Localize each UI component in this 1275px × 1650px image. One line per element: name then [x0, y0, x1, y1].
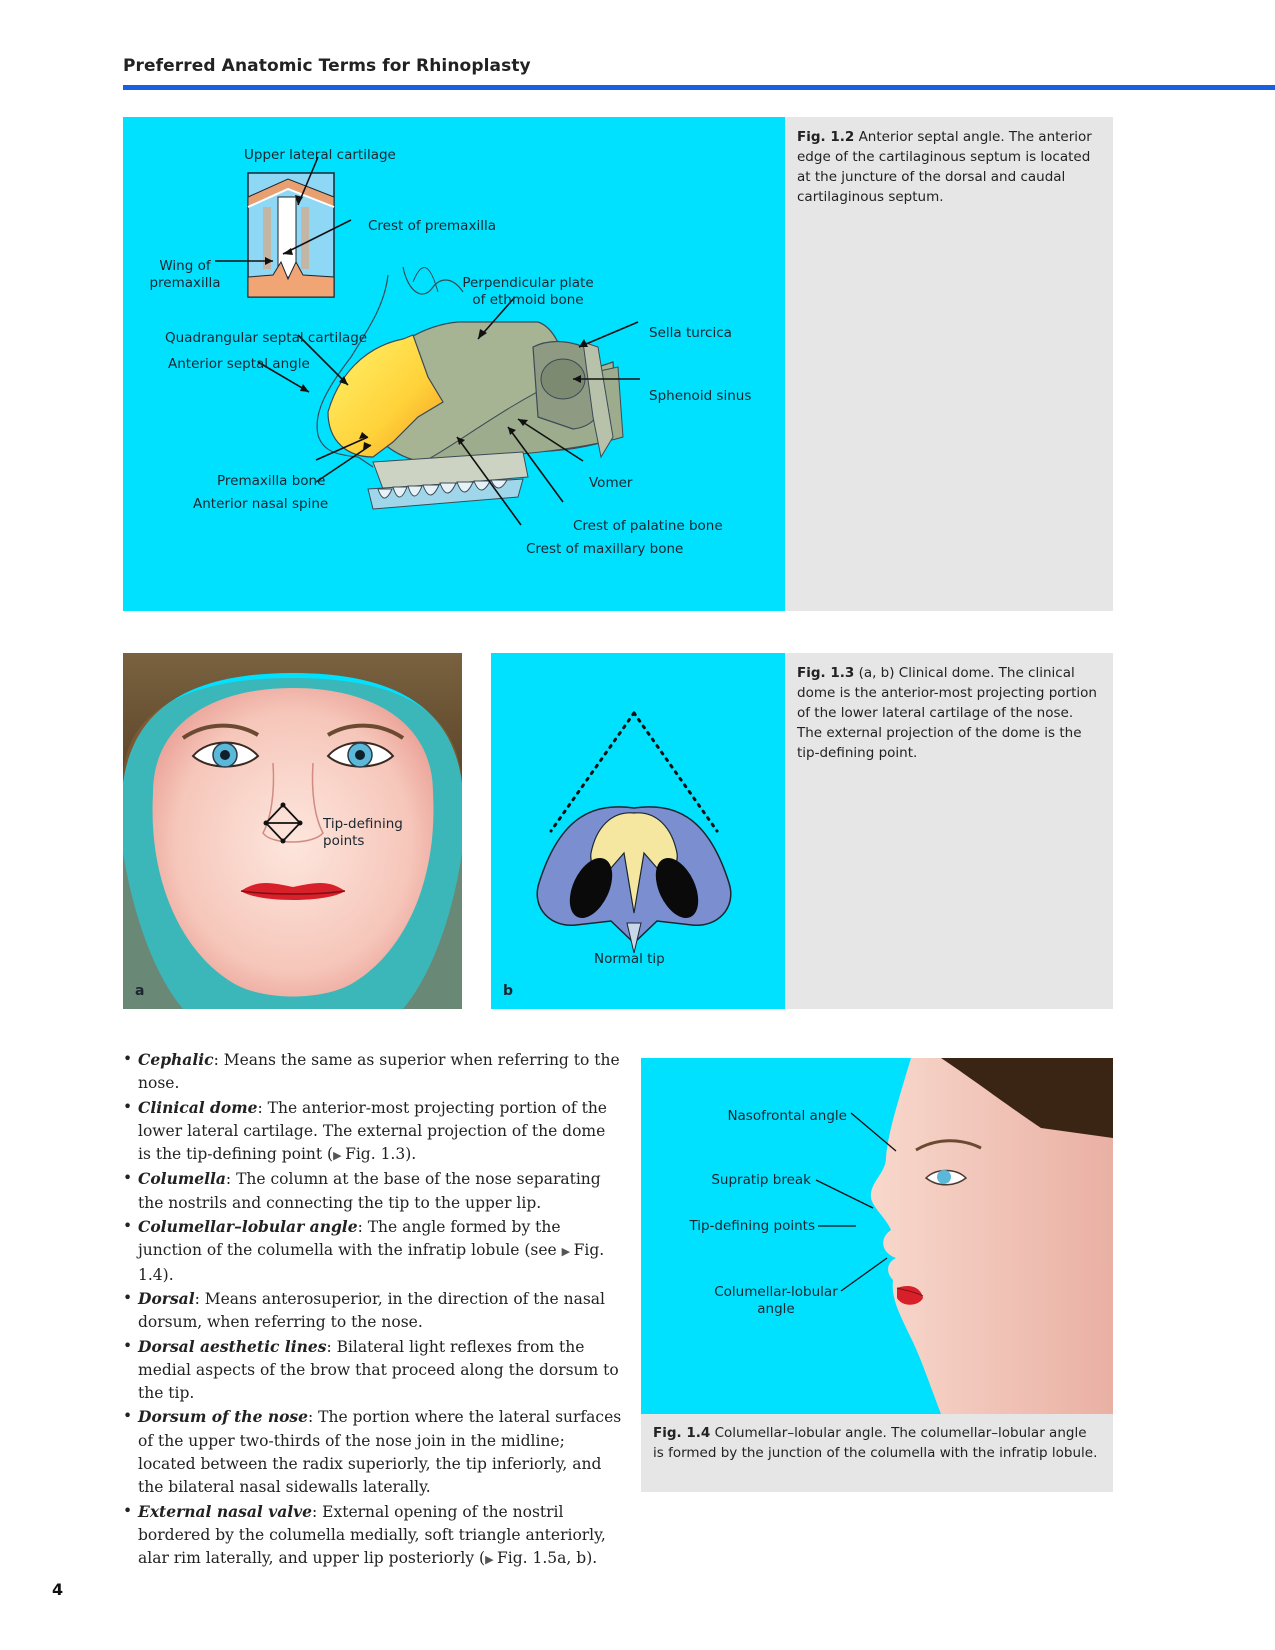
fig14-caption-label: Fig. 1.4: [653, 1425, 711, 1441]
label-perpendicular-plate: [453, 275, 603, 309]
label-perp-line1: Perpendicular plate: [462, 275, 594, 291]
term-definition: : Bilateral light reflexes from the medial aspects of the brow that proceed along the dorsum to the tip.: [138, 1337, 619, 1403]
label-tip-defining-points-profile: Tip-defining points: [689, 1218, 815, 1234]
ref-arrow-icon: ▶: [485, 1553, 498, 1567]
term-definition: : External opening of the nostril bordered by the columella medially, soft triangle anteriorly, alar rim laterally, and upper lip posteriorly (: [138, 1502, 606, 1568]
fig14-profile-illustration: [641, 1058, 1113, 1414]
page-number: 4: [52, 1580, 64, 1599]
figure-reference-link[interactable]: Fig. 1.5a, b: [497, 1549, 587, 1568]
label-premaxilla-bone: Premaxilla bone: [217, 473, 326, 489]
fig13-caption: [785, 653, 1113, 1009]
term-name: Clinical dome: [138, 1097, 258, 1117]
fig13a-face-illustration: [123, 653, 462, 1009]
fig12-caption: [785, 117, 1113, 611]
term-name: Columella: [138, 1169, 226, 1189]
term-definition-end: ).: [405, 1145, 417, 1164]
term-name: Cephalic: [138, 1050, 214, 1069]
fig13-panel-a-letter: a: [135, 983, 145, 999]
label-normal-tip: Normal tip: [594, 951, 665, 967]
term-definition-end: ).: [586, 1549, 598, 1568]
term-item: [123, 1048, 623, 1096]
fig12-caption-label: Fig. 1.2: [797, 129, 855, 145]
ref-arrow-icon: ▶: [561, 1245, 574, 1259]
fig13-panel-a: [123, 653, 462, 1009]
label-wing-of-premaxilla: [148, 258, 222, 292]
label-anterior-nasal-spine: Anterior nasal spine: [193, 496, 329, 512]
term-list: [123, 1048, 623, 1572]
term-item: [123, 1096, 623, 1168]
label-wing-line2: premaxilla: [149, 275, 221, 291]
fig12-panel: [123, 117, 785, 611]
term-definition: : The portion where the lateral surfaces of the upper two-thirds of the nose join in the midline; located between the radix superiorly, the tip inferiorly, and the bilateral nasal sidewalls laterally.: [138, 1408, 622, 1497]
header-rule: [123, 85, 1275, 90]
term-definition: : The anterior-most projecting portion of the lower lateral cartilage. The external projection of the dome is the tip-defining point (: [138, 1098, 607, 1164]
fig13-panel-b-letter: b: [503, 983, 514, 999]
term-definition-end: ).: [162, 1265, 174, 1284]
label-tip-defining-points: [323, 816, 403, 850]
label-cl-line1: Columellar-lobular: [714, 1284, 838, 1300]
ref-arrow-icon: ▶: [333, 1149, 346, 1163]
label-vomer: Vomer: [589, 475, 633, 491]
label-perp-line2: of ethmoid bone: [472, 292, 584, 308]
term-item: [123, 1215, 623, 1287]
figure-reference-link[interactable]: Fig. 1.4: [138, 1241, 605, 1284]
term-definition: : The angle formed by the junction of the columella with the infratip lobule (see: [138, 1218, 562, 1260]
term-definition: : Means the same as superior when referring to the nose.: [138, 1051, 620, 1093]
label-crest-of-palatine-bone: Crest of palatine bone: [573, 518, 723, 534]
fig14-panel: [641, 1058, 1113, 1414]
label-tip-line2: points: [323, 833, 365, 849]
fig13-panel-b: [491, 653, 785, 1009]
label-quadrangular-septal-cartilage: Quadrangular septal cartilage: [165, 330, 368, 346]
label-sphenoid-sinus: Sphenoid sinus: [649, 388, 752, 404]
label-tip-line1: Tip-defining: [323, 816, 403, 832]
term-name: Dorsal: [138, 1288, 195, 1308]
fig13-caption-text: (a, b) Clinical dome. The clinical dome is the anterior-most projecting portion of the lower lateral cartilage of the nose. The external projection of the dome is the tip-defining point.: [797, 665, 1097, 761]
term-item: [123, 1335, 623, 1406]
term-name: External nasal valve: [138, 1501, 313, 1521]
label-upper-lateral-cartilage: Upper lateral cartilage: [244, 147, 396, 163]
term-name: Dorsum of the nose: [138, 1407, 309, 1427]
term-item: [123, 1167, 623, 1215]
label-columellar-lobular-angle: [701, 1284, 851, 1318]
label-wing-line1: Wing of: [159, 258, 211, 274]
label-sella-turcica: Sella turcica: [649, 325, 732, 341]
term-definition: : Means anterosuperior, in the direction of the nasal dorsum, when referring to the nose.: [138, 1289, 605, 1332]
term-definition: : The column at the base of the nose separating the nostrils and connecting the tip to the upper lip.: [138, 1170, 601, 1212]
term-item: [123, 1500, 623, 1572]
running-header: Preferred Anatomic Terms for Rhinoplasty: [123, 56, 531, 76]
term-name: Dorsal aesthetic lines: [138, 1336, 327, 1356]
fig13-caption-label: Fig. 1.3: [797, 665, 855, 681]
fig12-caption-text: Anterior septal angle. The anterior edge of the cartilaginous septum is located at the juncture of the dorsal and caudal cartilaginous septum.: [797, 129, 1092, 205]
fig14-caption: [641, 1414, 1113, 1492]
label-anterior-septal-angle: Anterior septal angle: [168, 356, 310, 372]
label-nasofrontal-angle: Nasofrontal angle: [727, 1108, 847, 1124]
label-cl-line2: angle: [757, 1301, 795, 1317]
term-item: [123, 1405, 623, 1499]
term-item: [123, 1287, 623, 1335]
figure-reference-link[interactable]: Fig. 1.3: [345, 1145, 406, 1164]
fig14-caption-text: Columellar–lobular angle. The columellar–lobular angle is formed by the junction of the columella with the infratip lobule.: [653, 1425, 1098, 1461]
label-supratip-break: Supratip break: [711, 1172, 811, 1188]
label-crest-of-premaxilla: Crest of premaxilla: [368, 218, 496, 234]
term-name: Columellar–lobular angle: [138, 1217, 358, 1237]
label-crest-of-maxillary-bone: Crest of maxillary bone: [526, 541, 684, 557]
